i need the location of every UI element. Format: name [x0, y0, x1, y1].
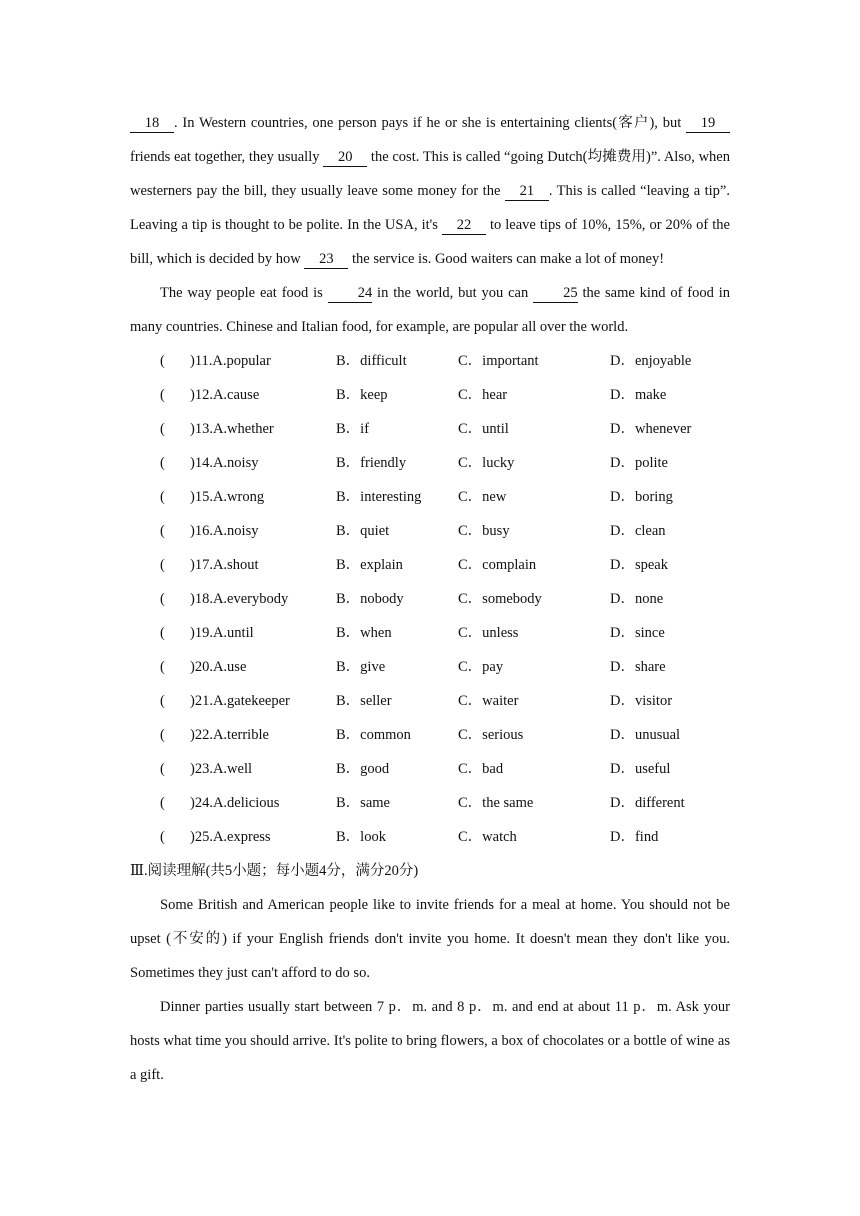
section-title-reading: Ⅲ.阅读理解(共5小题；每小题4分，满分20分) [130, 863, 419, 879]
option-d: D．find [610, 829, 659, 845]
answer-paren: ( [160, 761, 165, 777]
option-d: D．polite [610, 455, 668, 471]
option-c: C．the same [458, 795, 534, 811]
option-d: D．different [610, 795, 685, 811]
answer-paren: ( [160, 693, 165, 709]
option-b: B．look [336, 829, 386, 845]
option-c: C．pay [458, 659, 504, 675]
option-a: )13.A.whether [190, 421, 274, 437]
option-b: B．difficult [336, 353, 407, 369]
answer-paren: ( [160, 557, 165, 573]
option-b: B．interesting [336, 489, 422, 505]
option-c: C．until [458, 421, 509, 437]
text-segment: to leave tips of 10%, 15%, or 20% of the bill, which is decided by how [130, 217, 730, 267]
option-d: D．whenever [610, 421, 692, 437]
question-19 [130, 616, 730, 650]
option-d: D．visitor [610, 693, 673, 709]
question-24 [130, 786, 730, 820]
reading-paragraph-1: Some British and American people like to invite friends for a meal at home. You should not be upset (不安的) if your English friends don't invite you home. It doesn't mean they don't like you. Sometimes they just can't afford to do so. [130, 897, 730, 981]
answer-paren: ( [160, 489, 165, 505]
option-a: )15.A.wrong [190, 489, 265, 505]
text-segment: The way people eat food is [160, 285, 328, 301]
option-c: C．waiter [458, 693, 519, 709]
text-segment: friends eat together, they usually [130, 149, 324, 165]
blank-21: 21 [505, 182, 549, 201]
reading-paragraph-2: Dinner parties usually start between 7 p．m. and 8 p．m. and end at about 11 p．m. Ask your hosts what time you should arrive. It's polite to bring flowers, a box of chocolates or a bottle of wine as a gift. [130, 999, 730, 1083]
option-d: D．boring [610, 489, 673, 505]
passage-paragraph-1 [130, 106, 730, 276]
answer-paren: ( [160, 353, 165, 369]
option-d: D．useful [610, 761, 671, 777]
blank-19: 19 [686, 114, 730, 133]
question-13 [130, 412, 730, 446]
option-c: C．somebody [458, 591, 542, 607]
answer-paren: ( [160, 387, 165, 403]
blank-20: 20 [323, 148, 367, 167]
answer-paren: ( [160, 625, 165, 641]
blank-22: 22 [442, 216, 486, 235]
option-c: C．watch [458, 829, 517, 845]
question-16 [130, 514, 730, 548]
question-12 [130, 378, 730, 412]
option-c: C．hear [458, 387, 508, 403]
option-b: B．if [336, 421, 370, 437]
document-content [130, 106, 730, 1092]
option-b: B．quiet [336, 523, 390, 539]
option-a: )19.A.until [190, 625, 254, 641]
option-a: )22.A.terrible [190, 727, 269, 743]
option-b: B．seller [336, 693, 392, 709]
option-c: C．unless [458, 625, 519, 641]
answer-paren: ( [160, 523, 165, 539]
answer-paren: ( [160, 421, 165, 437]
question-22 [130, 718, 730, 752]
text-segment: . This is called “leaving a tip”. Leaving a tip is thought to be polite. In the USA, it's [130, 183, 730, 233]
question-23 [130, 752, 730, 786]
option-c: C．serious [458, 727, 524, 743]
option-d: D．speak [610, 557, 668, 573]
answer-paren: ( [160, 727, 165, 743]
blank-24: 24 [328, 284, 373, 303]
option-c: C．important [458, 353, 539, 369]
text-segment: in the world, but you can [372, 285, 534, 301]
answer-paren: ( [160, 455, 165, 471]
blank-25: 25 [533, 284, 578, 303]
question-15 [130, 480, 730, 514]
option-a: )23.A.well [190, 761, 253, 777]
passage-paragraph-2 [130, 276, 730, 344]
option-d: D．share [610, 659, 666, 675]
text-segment: the service is. Good waiters can make a lot of money! [348, 251, 665, 267]
option-c: C．bad [458, 761, 504, 777]
answer-paren: ( [160, 795, 165, 811]
option-c: C．new [458, 489, 507, 505]
blank-18: 18 [130, 114, 174, 133]
question-25 [130, 820, 730, 854]
option-a: )24.A.delicious [190, 795, 280, 811]
option-a: )11.A.popular [190, 353, 271, 369]
option-a: )12.A.cause [190, 387, 260, 403]
blank-23: 23 [304, 250, 348, 269]
question-11 [130, 344, 730, 378]
option-c: C．lucky [458, 455, 515, 471]
option-b: B．common [336, 727, 411, 743]
option-b: B．give [336, 659, 386, 675]
option-b: B．explain [336, 557, 403, 573]
question-17 [130, 548, 730, 582]
option-d: D．unusual [610, 727, 681, 743]
option-b: B．same [336, 795, 390, 811]
question-20 [130, 650, 730, 684]
option-d: D．clean [610, 523, 666, 539]
answer-paren: ( [160, 591, 165, 607]
option-a: )21.A.gatekeeper [190, 693, 290, 709]
options-list [130, 344, 730, 854]
text-segment: the same kind of food in many countries. Chinese and Italian food, for example, are popular all over the world. [130, 285, 730, 335]
question-21 [130, 684, 730, 718]
text-segment: . In Western countries, one person pays if he or she is entertaining clients(客户), but [174, 115, 686, 131]
question-18 [130, 582, 730, 616]
option-c: C．busy [458, 523, 510, 539]
option-b: B．good [336, 761, 390, 777]
question-14 [130, 446, 730, 480]
text-segment: the cost. This is called “going Dutch(均摊费用)”. Also, when westerners pay the bill, they usually leave some money for the [130, 149, 730, 199]
option-b: B．friendly [336, 455, 407, 471]
option-d: D．make [610, 387, 667, 403]
option-b: B．nobody [336, 591, 404, 607]
answer-paren: ( [160, 659, 165, 675]
option-a: )14.A.noisy [190, 455, 259, 471]
option-d: D．since [610, 625, 665, 641]
option-a: )25.A.express [190, 829, 271, 845]
option-a: )18.A.everybody [190, 591, 289, 607]
option-a: )16.A.noisy [190, 523, 259, 539]
option-a: )17.A.shout [190, 557, 259, 573]
option-a: )20.A.use [190, 659, 247, 675]
option-d: D．none [610, 591, 664, 607]
option-b: B．keep [336, 387, 388, 403]
answer-paren: ( [160, 829, 165, 845]
option-d: D．enjoyable [610, 353, 692, 369]
option-b: B．when [336, 625, 392, 641]
option-c: C．complain [458, 557, 537, 573]
